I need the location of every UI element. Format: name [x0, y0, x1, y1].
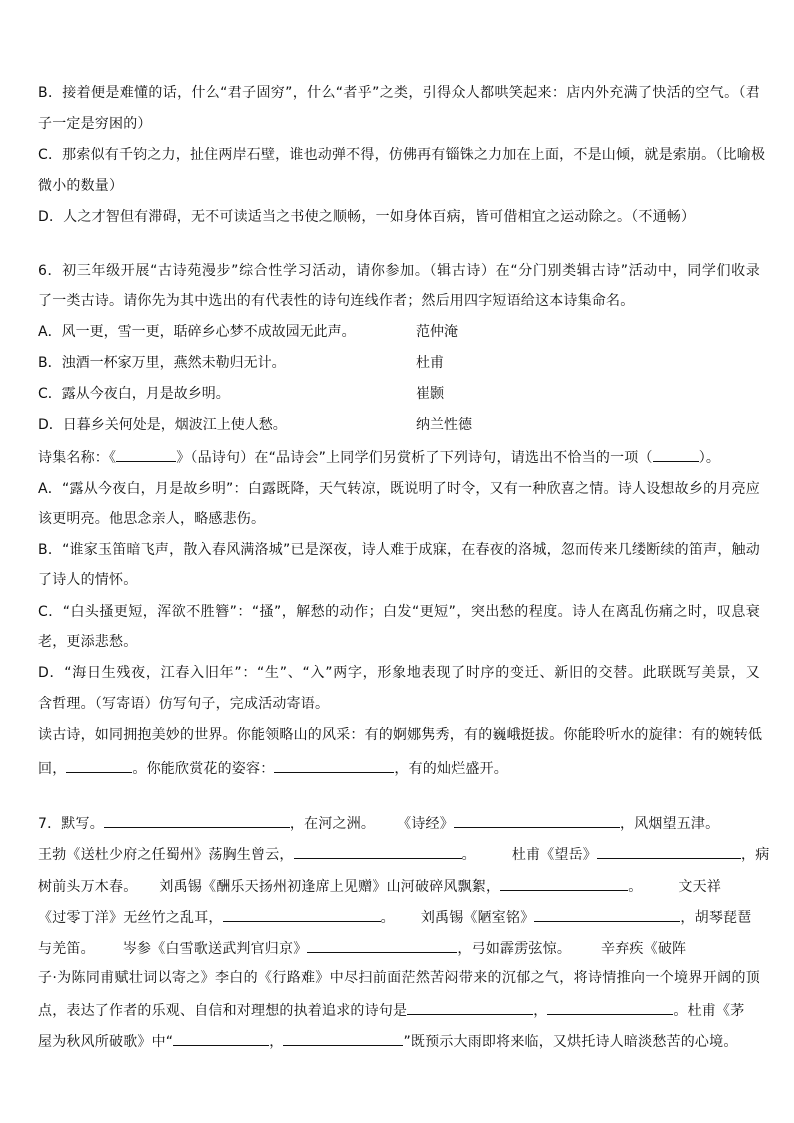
q6-author-b: 杜甫	[416, 355, 444, 371]
dictation-blank-4[interactable]	[597, 844, 741, 859]
q6-author-c: 崔颢	[416, 386, 444, 402]
q6-poem-d: D．日暮乡关何处是，烟波江上使人愁。	[38, 417, 287, 433]
dictation-blank-12[interactable]	[283, 1031, 403, 1046]
q7-l4-text3: 刘禹锡《陋室铭》	[420, 910, 535, 926]
q7-l1-text3: ，风烟望五津。	[619, 816, 720, 832]
q7-l1-text2: 《诗经》	[397, 816, 454, 832]
q6-analysis-c-line1: C．“白头搔更短，浑欲不胜簪”：“搔”，解愁的动作；白发“更短”，突出愁的程度。诗人在离乱伤痛之时，叹息衰	[38, 604, 760, 620]
dictation-blank-9[interactable]	[407, 1000, 533, 1015]
q7-l7-text1: 点，表达了作者的乐观、自信和对理想的执着追求的诗句是	[38, 1003, 408, 1019]
q7-l5-text3: ，弓如霹雳弦惊。	[457, 941, 572, 957]
q7-line2	[38, 844, 770, 864]
q7-l4-text2: 。	[380, 910, 395, 926]
q6-imitation-start: 回，	[38, 761, 67, 777]
q7-label: 7．默写。	[38, 816, 104, 832]
q5-option-d: D．人之才智但有滞碍，无不可读适当之书使之顺畅，一如身体百病，皆可借相宜之运动除之。（不通畅）	[38, 209, 696, 225]
q5-option-b-line1: B．接着便是难懂的话，什么“君子固穷”，什么“者乎”之类，引得众人都哄笑起来：店内外充满了快活的空气。（君	[38, 85, 760, 101]
q5-option-b-line2: 子一定是穷困的）	[38, 116, 152, 132]
q7-line4	[38, 907, 760, 927]
dictation-blank-3[interactable]	[294, 844, 462, 859]
q7-l7-text2: ，	[533, 1003, 548, 1019]
choice-answer-blank[interactable]	[653, 447, 699, 462]
q6-analysis-c-line2: 老，更添悲愁。	[38, 634, 138, 650]
q6-poem-a: A．风一更，雪一更，聒碎乡心梦不成故园无此声。	[38, 324, 356, 340]
q7-l3-text2: 刘禹锡《酬乐天扬州初逢席上见赠》山河破碎风飘絮，	[159, 879, 501, 895]
dictation-blank-10[interactable]	[547, 1000, 673, 1015]
q6-poem-b: B．浊酒一杯家万里，燕然未勒归无计。	[38, 355, 286, 371]
q7-l8-text1: 屋为秋风所破歌》中“	[38, 1034, 174, 1050]
q7-l4-text1: 《过零丁洋》无丝竹之乱耳，	[38, 910, 223, 926]
q6-name-suffix: ）。	[698, 450, 721, 466]
q7-l1-text1: ，在河之洲。	[289, 816, 376, 832]
dictation-blank-7[interactable]	[534, 907, 680, 922]
q7-line1	[38, 813, 760, 833]
q6-analysis-a-line2: 该更明亮。他思念亲人，略感悲伤。	[38, 511, 266, 527]
collection-name-blank[interactable]	[116, 447, 176, 462]
q7-l5-text1: 与羌笛。	[38, 941, 95, 957]
q7-l5-text4: 辛弃疾《破阵	[601, 941, 687, 957]
q7-l2-text4: ，病	[741, 847, 770, 863]
q7-line7	[38, 1000, 760, 1020]
imitation-blank-1[interactable]	[66, 758, 132, 773]
q6-name-prefix: 诗集名称：《	[38, 450, 117, 466]
q6-author-d: 纳兰性德	[416, 417, 472, 433]
q6-analysis-b-line2: 了诗人的情怀。	[38, 572, 138, 588]
q7-l8-text3: ”既预示大雨即将来临，又烘托诗人暗淡愁苦的心境。	[403, 1034, 738, 1050]
dictation-blank-1[interactable]	[104, 813, 290, 828]
dictation-blank-8[interactable]	[307, 938, 457, 953]
q6-poem-c: C．露从今夜白，月是故乡明。	[38, 386, 230, 402]
q7-line5	[38, 938, 760, 958]
q7-l8-text2: ，	[269, 1034, 284, 1050]
q7-line3	[38, 876, 760, 896]
q7-line6: 子·为陈同甫赋壮词以寄之》李白的《行路难》中尽扫前面茫然苦闷带来的沉郁之气，将诗情推向一个境界开阔的顶	[38, 970, 760, 986]
q7-l3-text1: 树前头万木春。	[38, 879, 138, 895]
q5-option-c-line1: C．那索似有千钧之力，扯住两岸石壁，谁也动弹不得，仿佛再有锱铢之力加在上面，不是山倾，就是索崩。（比喻极	[38, 147, 766, 163]
q7-l4-text4: ，胡琴琵琶	[680, 910, 752, 926]
q6-imitation-mid: 。你能欣赏花的姿容：	[132, 761, 275, 777]
dictation-blank-5[interactable]	[500, 876, 628, 891]
q6-analysis-a-line1: A．“露从今夜白，月是故乡明”：白露既降，天气转凉，既说明了时令，又有一种欣喜之情。诗人设想故乡的月亮应	[38, 481, 760, 497]
q6-intro-line2: 了一类古诗。请你先为其中选出的有代表性的诗句连线作者；然后用四字短语给这本诗集命名。	[38, 293, 635, 309]
q6-analysis-d-line1: D．“海日生残夜，江春入旧年”：“生”、“入”两字，形象地表现了时序的变迁、新旧的交替。此联既写美景，又	[38, 665, 760, 681]
dictation-blank-6[interactable]	[223, 907, 381, 922]
q6-analysis-b-line1: B．“谁家玉笛暗飞声，散入春风满洛城”已是深夜，诗人难于成寐，在春夜的洛城，忽而传来几缕断续的笛声，触动	[38, 542, 760, 558]
imitation-blank-2[interactable]	[274, 758, 394, 773]
q6-intro-line1: 6．初三年级开展“古诗苑漫步”综合性学习活动，请你参加。（辑古诗）在“分门别类辑古诗”活动中，同学们收录	[38, 263, 760, 279]
q7-l2-text1: 王勃《送杜少府之任蜀州》荡胸生曾云，	[38, 847, 294, 863]
q5-option-c-line2: 微小的数量）	[38, 178, 124, 194]
q6-name-middle: 》（品诗句）在“品诗会”上同学们另赏析了下列诗句，请选出不恰当的一项（	[176, 450, 653, 466]
q7-l3-text3: 。	[628, 879, 643, 895]
q6-author-a: 范仲淹	[416, 324, 458, 340]
dictation-blank-2[interactable]	[454, 813, 620, 828]
q6-collection-name-line	[38, 447, 760, 467]
q7-l7-text3: 。杜甫《茅	[673, 1003, 745, 1019]
q7-l3-text4: 文天祥	[678, 879, 722, 895]
q6-imitation-line2	[38, 758, 760, 778]
dictation-blank-11[interactable]	[173, 1031, 269, 1046]
q6-analysis-d-line2: 含哲理。（写寄语）仿写句子，完成活动寄语。	[38, 696, 330, 712]
q6-imitation-line1: 读古诗，如同拥抱美妙的世界。你能领略山的风采：有的婀娜隽秀，有的巍峨挺拔。你能聆听水的旋律：有的婉转低	[38, 727, 763, 743]
q6-imitation-end: ，有的灿烂盛开。	[394, 761, 509, 777]
q7-line8	[38, 1031, 760, 1051]
q7-l2-text2: 。	[461, 847, 476, 863]
q7-l5-text2: 岑参《白雪歌送武判官归京》	[122, 941, 308, 957]
q7-l2-text3: 杜甫《望岳》	[511, 847, 598, 863]
